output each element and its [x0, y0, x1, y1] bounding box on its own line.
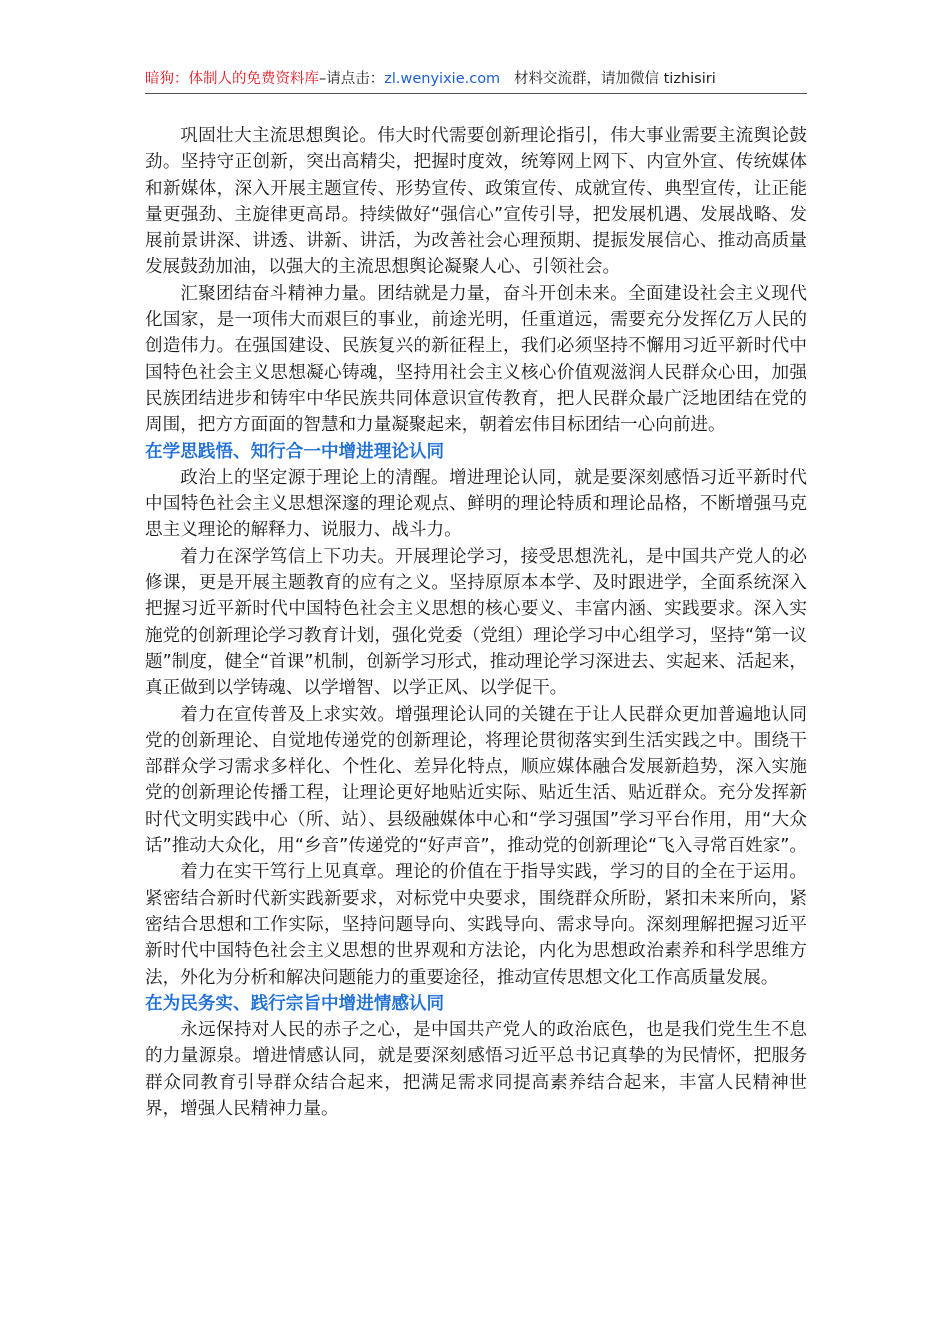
section-heading-1: 在学思践悟、知行合一中增进理论认同 [145, 441, 445, 462]
paragraph-3: 政治上的坚定源于理论上的清醒。增进理论认同，就是要深刻感悟习近平新时代中国特色社会主义思想深邃的理论观点、鲜明的理论特质和理论品格，不断增强马克思主义理论的解释力、说服力、战斗力。 [145, 467, 807, 541]
paragraph-4: 着力在深学笃信上下功夫。开展理论学习，接受思想洗礼，是中国共产党人的必修课，更是开展主题教育的应有之义。坚持原原本本学、及时跟进学，全面系统深入把握习近平新时代中国特色社会主义思想的核心要义、丰富内涵、实践要求。深入实施党的创新理论学习教育计划，强化党委（党组）理论学习中心组学习，坚持“第一议题”制度，健全“首课”机制，创新学习形式，推动理论学习深进去、实起来、活起来，真正做到以学铸魂、以学增智、以学正风、以学促干。 [145, 546, 807, 699]
document-body [145, 123, 807, 1122]
header-brand: 暗狗：体制人的免费资料库 [145, 71, 319, 87]
section-heading-2: 在为民务实、践行宗旨中增进情感认同 [145, 993, 445, 1014]
header-url-link[interactable]: zl.wenyixie.com [384, 71, 501, 87]
paragraph-7: 永远保持对人民的赤子之心，是中国共产党人的政治底色，也是我们党生生不息的力量源泉。增进情感认同，就是要深刻感悟习近平总书记真挚的为民情怀，把服务群众同教育引导群众结合起来，把满足需求同提高素养结合起来，丰富人民精神世界，增强人民精神力量。 [145, 1020, 807, 1119]
page-header [145, 68, 807, 94]
header-wechat-note: 材料交流群，请加微信 tizhisiri [514, 71, 716, 87]
paragraph-6: 着力在实干笃行上见真章。理论的价值在于指导实践，学习的目的全在于运用。紧密结合新时代新实践新要求，对标党中央要求，围绕群众所盼，紧扣未来所向，紧密结合思想和工作实际，坚持问题导向、实践导向、需求导向。深刻理解把握习近平新时代中国特色社会主义思想的世界观和方法论，内化为思想政治素养和科学思维方法，外化为分析和解决问题能力的重要途径，推动宣传思想文化工作高质量发展。 [145, 862, 807, 988]
header-click-prompt: –请点击： [319, 71, 385, 87]
paragraph-2: 汇聚团结奋斗精神力量。团结就是力量，奋斗开创未来。全面建设社会主义现代化国家，是一项伟大而艰巨的事业，前途光明，任重道远，需要充分发挥亿万人民的创造伟力。在强国建设、民族复兴的新征程上，我们必须坚持不懈用习近平新时代中国特色社会主义思想凝心铸魂，坚持用社会主义核心价值观滋润人民群众心田，加强民族团结进步和铸牢中华民族共同体意识宣传教育，把人民群众最广泛地团结在党的周围，把方方面面的智慧和力量凝聚起来，朝着宏伟目标团结一心向前进。 [145, 283, 807, 436]
paragraph-1: 巩固壮大主流思想舆论。伟大时代需要创新理论指引，伟大事业需要主流舆论鼓劲。坚持守正创新，突出高精尖，把握时度效，统筹网上网下、内宣外宣、传统媒体和新媒体，深入开展主题宣传、形势宣传、政策宣传、成就宣传、典型宣传，让正能量更强劲、主旋律更高昂。持续做好“强信心”宣传引导，把发展机遇、发展战略、发展前景讲深、讲透、讲新、讲活，为改善社会心理预期、提振发展信心、推动高质量发展鼓劲加油，以强大的主流思想舆论凝聚人心、引领社会。 [145, 126, 807, 278]
paragraph-5: 着力在宣传普及上求实效。增强理论认同的关键在于让人民群众更加普遍地认同党的创新理论、自觉地传递党的创新理论，将理论贯彻落实到生活实践之中。围绕干部群众学习需求多样化、个性化、差异化特点，顺应媒体融合发展新趋势，深入实施党的创新理论传播工程，让理论更好地贴近实际、贴近生活、贴近群众。充分发挥新时代文明实践中心（所、站）、县级融媒体中心和“学习强国”学习平台作用，用“大众话”推动大众化，用“乡音”传递党的“好声音”，推动党的创新理论“飞入寻常百姓家”。 [145, 704, 807, 857]
